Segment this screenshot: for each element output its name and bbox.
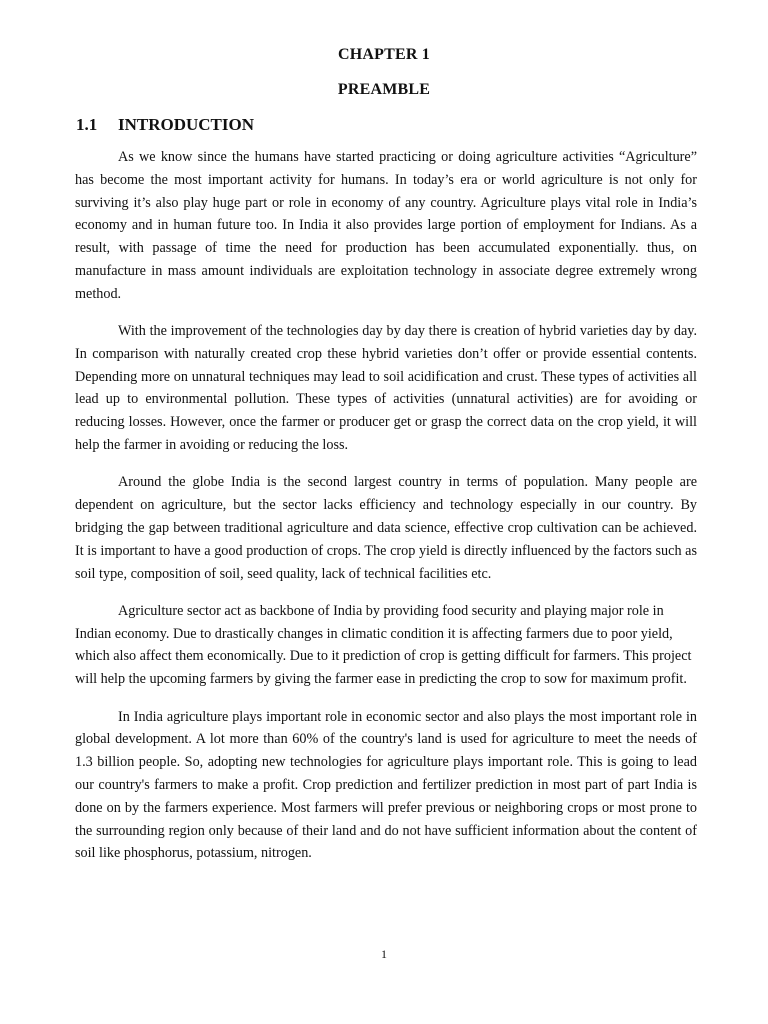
paragraph-2: With the improvement of the technologies day by day there is creation of hybrid varieties day by day. In comparison with naturally created crop these hybrid varieties don’t offer or provide essential contents. Depending more on unnatural techniques may lead to soil acidification and crust. These types of activities all lead up to environmental pollution. These types of activities (unnatural activities) are for avoiding or reducing losses. However, once the farmer or producer get or grasp the correct data on the crop yield, it will help the farmer in avoiding or reducing the loss.	[75, 323, 697, 454]
section-heading	[76, 115, 254, 135]
section-number: 1.1	[76, 115, 98, 134]
paragraph-4: Agriculture sector act as backbone of India by providing food security and playing major role in Indian economy. Due to drastically changes in climatic condition it is affecting farmers due to poor yield, which also affect them economically. Due to it prediction of crop is getting difficult for farmers. This project will help the upcoming farmers by giving the farmer ease in predicting the crop to sow for maximum profit.	[75, 602, 692, 688]
section-title: INTRODUCTION	[118, 115, 255, 134]
paragraph-3: Around the globe India is the second largest country in terms of population. Many people are dependent on agriculture, but the sector lacks efficiency and technology especially in our country. By bridging the gap between traditional agriculture and data science, effective crop cultivation can be achieved. It is important to have a good production of crops. The crop yield is directly influenced by the factors such as soil type, composition of soil, seed quality, lack of technical facilities etc.	[75, 474, 697, 582]
page-number: 1	[381, 947, 387, 961]
paragraph-1: As we know since the humans have started practicing or doing agriculture activities “Agriculture” has become the most important activity for humans. In today’s era or world agriculture is not only for surviving it’s also play huge part or role in economy of any country. Agriculture plays vital role in India’s economy and in human future too. In India it also provides large portion of employment for Indians. As a result, with passage of time the need for production has been accumulated exponentially. thus, on manufacture in mass amount individuals are exploitation technology in associate degree extremely wrong method.	[75, 149, 697, 302]
body-text	[75, 146, 697, 880]
paragraph-5: In India agriculture plays important role in economic sector and also plays the most important role in global development. A lot more than 60% of the country's land is used for agriculture to meet the needs of 1.3 billion people. So, adopting new technologies for agriculture plays important role. This is going to lead our country's farmers to make a profit. Crop prediction and fertilizer prediction in most part of part India is done on by the farmers experience. Most farmers will prefer previous or neighboring crops or most prone to the surrounding region only because of their land and do not have sufficient information about the content of soil like phosphorus, potassium, nitrogen.	[75, 708, 697, 862]
chapter-title: CHAPTER 1	[337, 46, 431, 63]
chapter-subtitle: PREAMBLE	[337, 81, 431, 98]
